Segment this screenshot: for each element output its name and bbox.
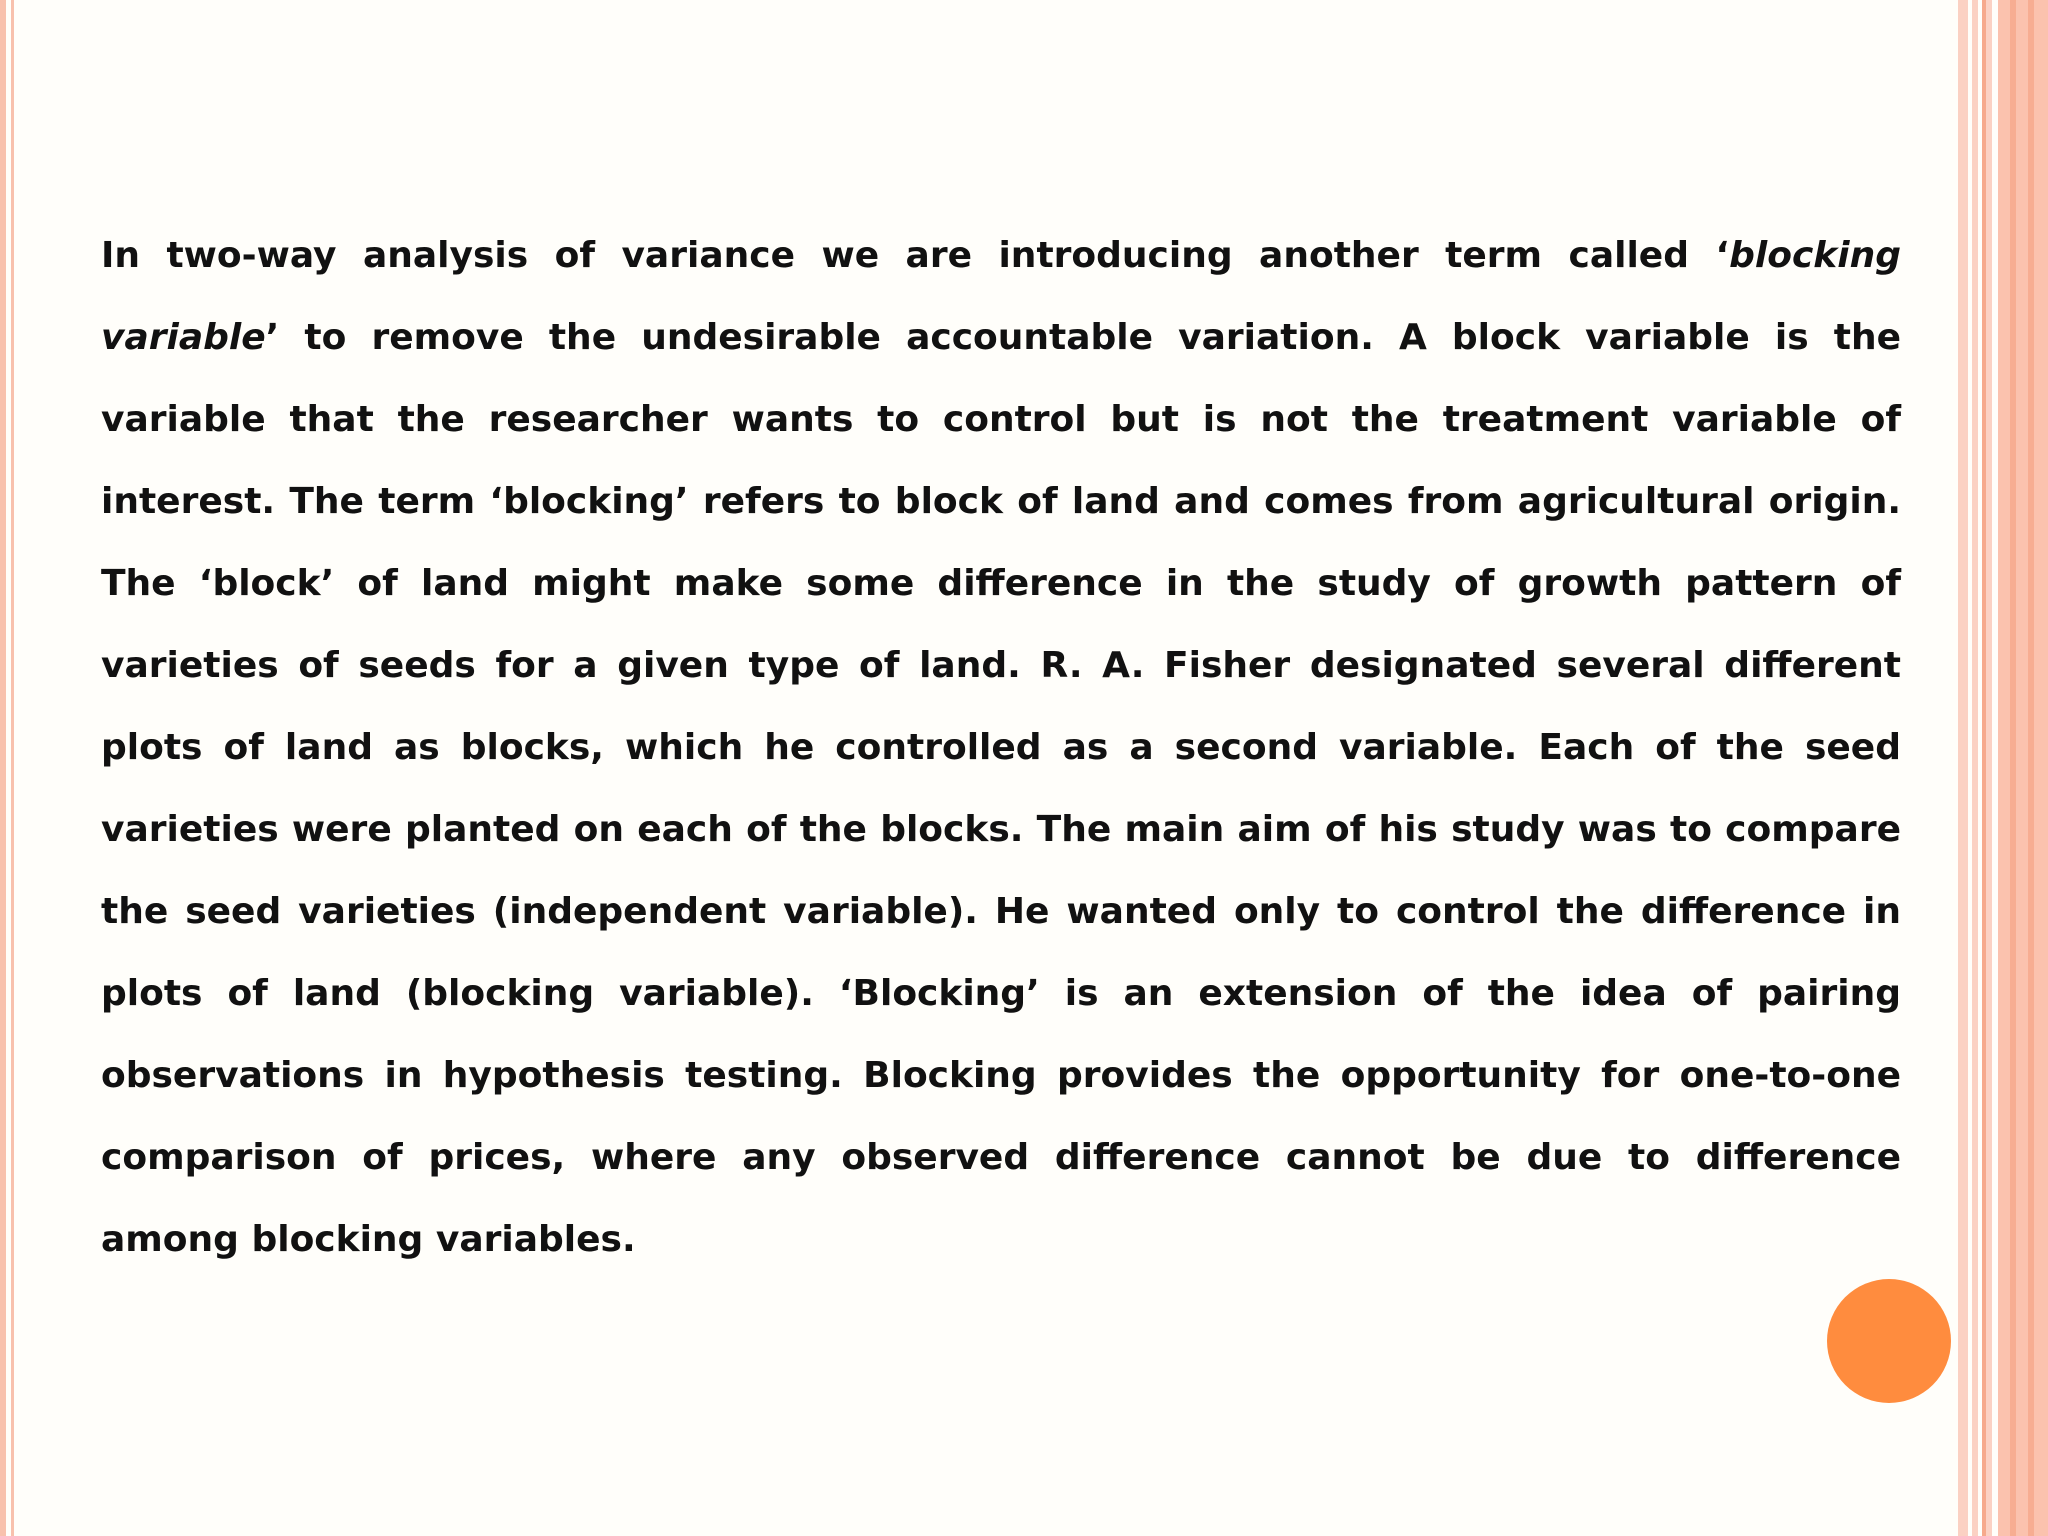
right-border-band [1998, 0, 2048, 1536]
left-border-stripe [0, 0, 6, 1536]
body-text-part2: ’ to remove the undesirable accountable variation. A block variable is the variable that the researcher wants to control but is not the treatment variable of interest. The term ‘blocking’ refers to block of land and comes from agricultural origin. The ‘block’ of land might make some difference in the study of growth pattern of varieties of seeds for a given type of land. R. A. Fisher designated several different plots of land as blocks, which he controlled as a second variable. Each of the seed varieties were planted on each of the blocks. The main aim of his study was to compare the seed varieties (independent variable). He wanted only to control the difference in plots of land (blocking variable). ‘Blocking’ is an extension of the idea of pairing observations in hypothesis testing. Blocking provides the opportunity for one-to-one comparison of prices, where any observed difference cannot be due to difference among blocking variables. [101, 317, 1901, 1260]
right-border-stripe [1986, 0, 1992, 1536]
body-text-part1: In two-way analysis of variance we are introducing another term called ‘ [101, 235, 1730, 276]
body-paragraph [101, 215, 1901, 1281]
right-border-stripe-dark [2010, 0, 2016, 1536]
body-text-emphasis: blocking variable [101, 235, 1901, 358]
right-border-stripe [1958, 0, 1968, 1536]
accent-circle-decoration [1827, 1279, 1951, 1403]
right-border-stripe-dark [2028, 0, 2034, 1536]
left-border-stripe-thin [11, 0, 14, 1536]
right-border-stripe [1972, 0, 1978, 1536]
